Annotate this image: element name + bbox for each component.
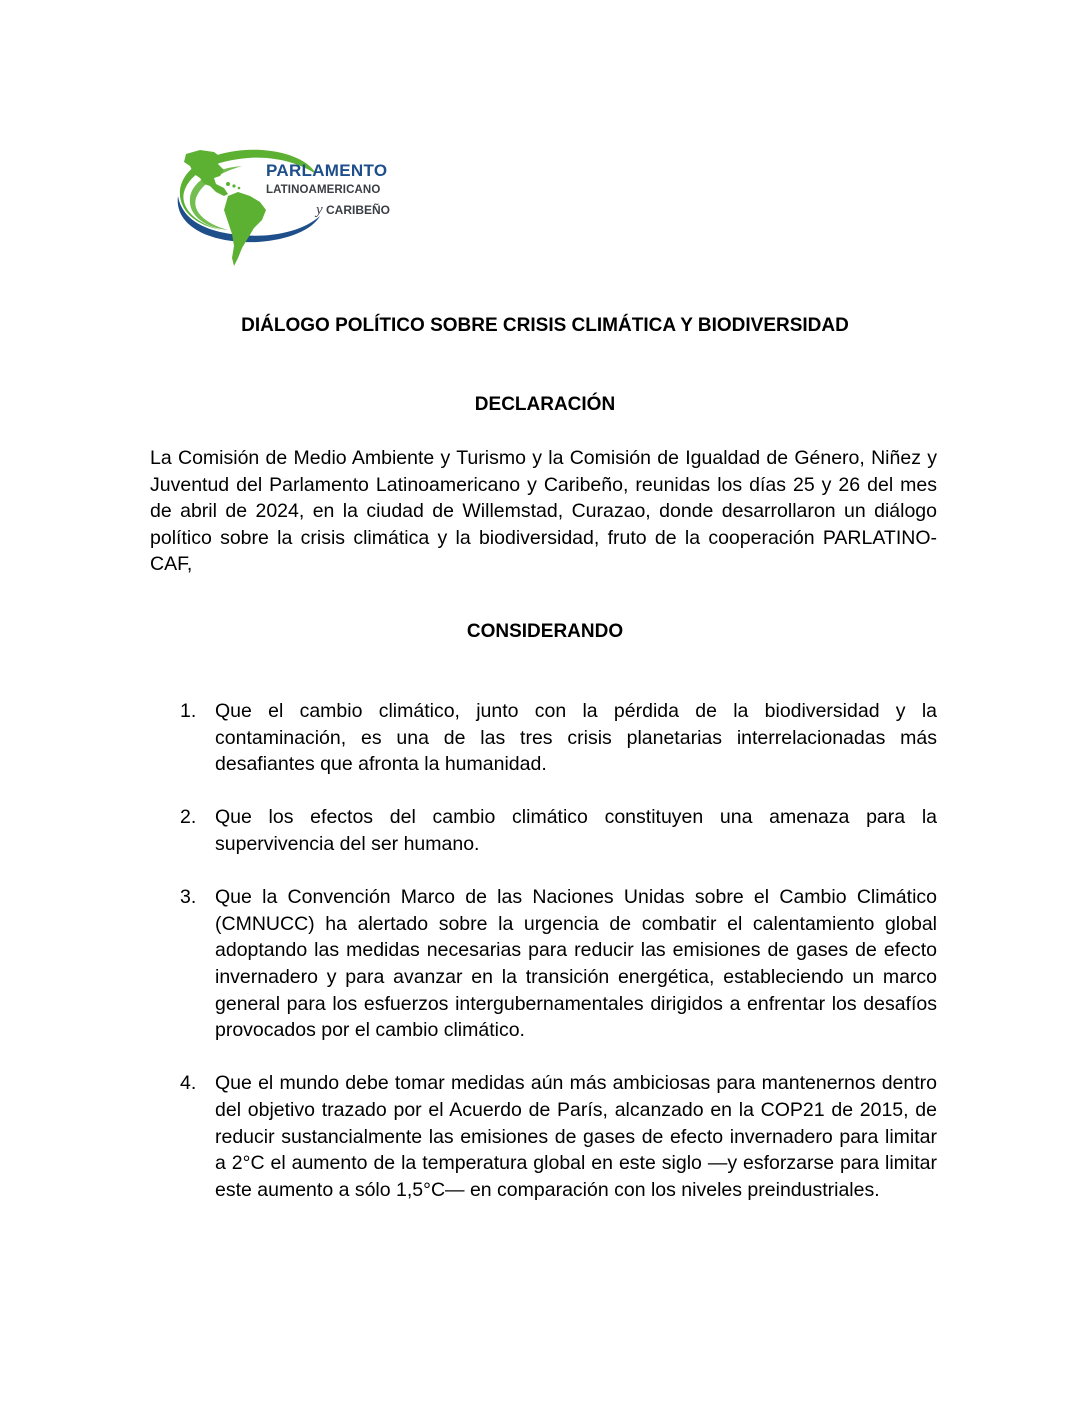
list-item-text: Que los efectos del cambio climático constituyen una amenaza para la supervivencia del ser humano. <box>215 806 937 855</box>
logo-line-latinoamericano: LATINOAMERICANO <box>266 184 381 196</box>
list-item-number: 2. <box>180 806 197 829</box>
logo-line-caribeno <box>316 202 390 219</box>
list-item <box>150 1070 937 1203</box>
parlatino-logo <box>170 140 430 270</box>
list-item-text: Que el cambio climático, junto con la pérdida de la biodiversidad y la contaminación, es una de las tres crisis planetarias interrelacionadas más desafiantes que afronta la humanidad. <box>215 700 937 776</box>
intro-paragraph: La Comisión de Medio Ambiente y Turismo y la Comisión de Igualdad de Género, Niñez y Juventud del Parlamento Latinoamericano y Caribeño, reunidas los días 25 y 26 del mes de abril de 2024, en la ciudad de Willemstad, Curazao, donde desarrollaron un diálogo político sobre la crisis climática y la biodiversidad, fruto de la cooperación PARLATINO-CAF, <box>150 447 937 576</box>
americas-globe-icon <box>170 140 430 270</box>
list-item-number: 4. <box>180 1072 197 1095</box>
document-title: DIÁLOGO POLÍTICO SOBRE CRISIS CLIMÁTICA Y BIODIVERSIDAD <box>241 315 849 336</box>
logo-caribeno-word: CARIBEÑO <box>326 203 391 217</box>
logo-y: y <box>316 202 323 218</box>
considerando-heading: CONSIDERANDO <box>466 621 624 642</box>
list-item-text: Que el mundo debe tomar medidas aún más ambiciosas para mantenernos dentro del objetivo trazado por el Acuerdo de París, alcanzado en la COP21 de 2015, de reducir sustancialmente las emisiones de gases de efecto invernadero para limitar a 2°C el aumento de la temperatura global en este siglo —y esforzarse para limitar este aumento a sólo 1,5°C— en comparación con los niveles preindustriales. <box>215 1072 937 1201</box>
list-item <box>150 884 937 1044</box>
list-item <box>150 698 937 778</box>
declaration-heading: DECLARACIÓN <box>474 394 616 415</box>
list-item <box>150 804 937 857</box>
list-item-number: 3. <box>180 886 197 909</box>
considerando-list <box>150 698 937 1230</box>
list-item-text: Que la Convención Marco de las Naciones Unidas sobre el Cambio Climático (CMNUCC) ha alertado sobre la urgencia de combatir el calentamiento global adoptando las medidas necesarias para reducir las emisiones de gases de efecto invernadero y para avanzar en la transición energética, estableciendo un marco general para los esfuerzos intergubernamentales dirigidos a enfrentar los desafíos provocados por el cambio climático. <box>215 886 937 1042</box>
logo-line-parlamento: PARLAMENTO <box>266 161 388 180</box>
list-item-number: 1. <box>180 700 197 722</box>
